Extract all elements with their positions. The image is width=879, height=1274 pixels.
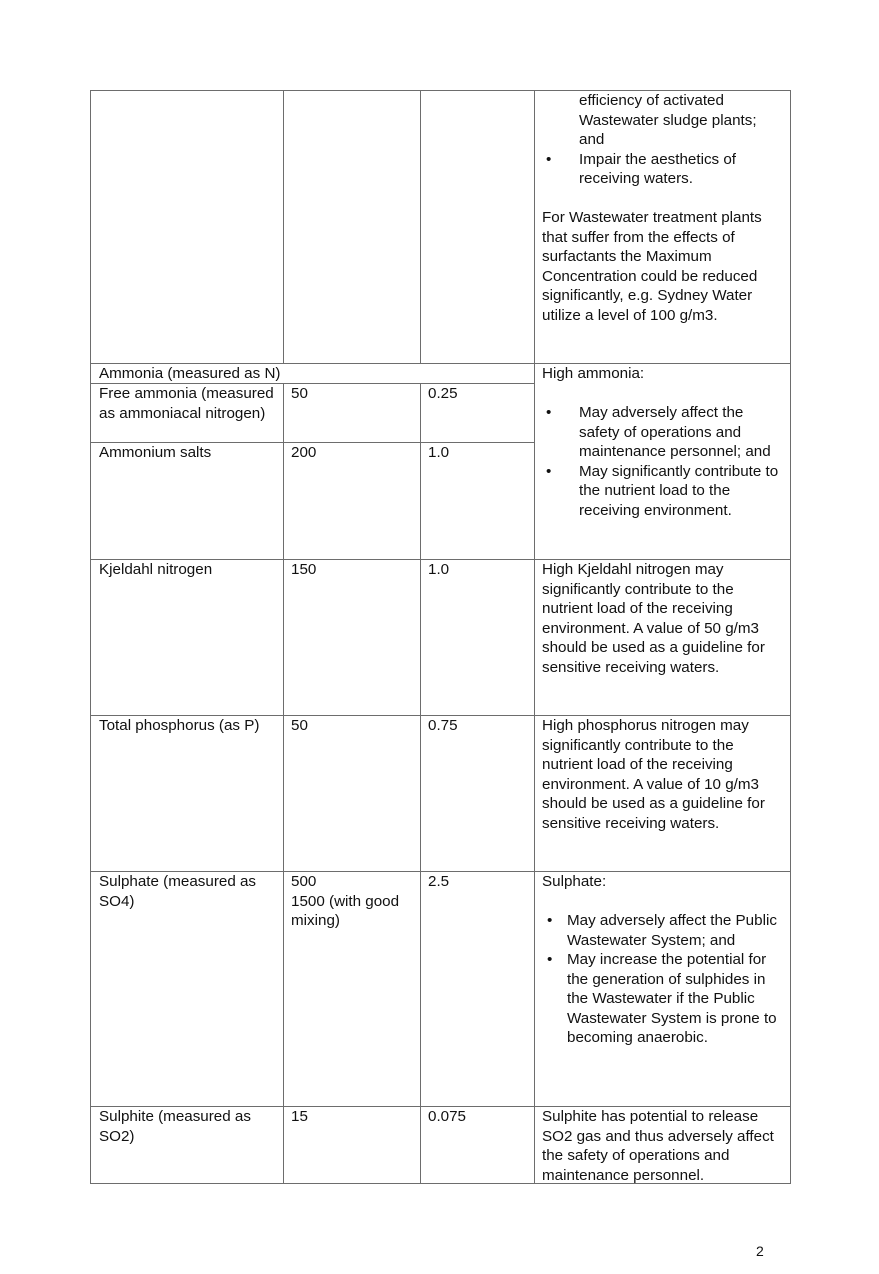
pollutant-limits-table <box>90 90 791 1184</box>
max-concentration: 50 <box>291 385 308 402</box>
page-number: 2 <box>756 1243 764 1259</box>
bullet-icon: • <box>546 150 552 168</box>
max-concentration <box>283 872 420 931</box>
table-row <box>91 364 790 559</box>
column-divider <box>420 872 421 1106</box>
parameter-name: Ammonium salts <box>99 444 212 461</box>
column-divider <box>420 560 421 715</box>
min-value: 0.75 <box>428 717 458 734</box>
column-divider <box>283 560 284 715</box>
bullet-icon: • <box>546 404 552 421</box>
notes-cell <box>534 872 790 1048</box>
parameter-name: Kjeldahl nitrogen <box>99 561 213 578</box>
parameter-name: Total phosphorus (as P) <box>99 717 260 734</box>
notes-title: High ammonia: <box>542 365 645 382</box>
list-item: • May increase the potential for the generation of sulphides in the Wastewater if the Public Wastewater System is prone to becoming anaerobic. <box>547 951 777 1046</box>
min-value: 1.0 <box>428 561 450 578</box>
notes-cell <box>534 364 790 520</box>
max-concentration: 50 <box>291 717 308 734</box>
bullet-icon: • <box>547 951 553 968</box>
notes-cell <box>534 91 790 325</box>
min-value: 2.5 <box>428 873 450 890</box>
column-divider <box>283 716 284 871</box>
min-value: 1.0 <box>428 444 450 461</box>
list-item: efficiency of activated Wastewater sludge plants; and <box>579 92 757 148</box>
notes-title: Sulphate: <box>542 873 607 890</box>
notes-cell: High Kjeldahl nitrogen may significantly contribute to the nutrient load of the receiving environment. A value of 50 g/m3 should be used as a guideline for sensitive receiving waters. <box>542 561 765 676</box>
max-concentration: 150 <box>291 561 317 578</box>
list-item: • May adversely affect the Public Wastewater System; and <box>547 912 777 949</box>
column-divider <box>420 91 421 363</box>
table-row <box>91 91 790 363</box>
table-row <box>91 1107 790 1183</box>
column-divider <box>420 384 421 559</box>
parameter-name: Free ammonia (measured as ammoniacal nitrogen) <box>99 385 274 422</box>
notes-cell: High phosphorus nitrogen may significantly contribute to the nutrient load of the receiving environment. A value of 10 g/m3 should be used as a guideline for sensitive receiving waters. <box>542 717 765 832</box>
column-divider <box>420 716 421 871</box>
bullet-icon: • <box>546 462 552 480</box>
notes-cell: Sulphite has potential to release SO2 gas and thus adversely affect the safety of operations and maintenance personnel. <box>542 1108 774 1184</box>
list-item: • Impair the aesthetics of receiving waters. <box>546 150 737 187</box>
parameter-name: Sulphate (measured as SO4) <box>99 873 257 910</box>
notes-paragraph: For Wastewater treatment plants that suffer from the effects of surfactants the Maximum Concentration could be reduced significantly, e.g. Sydney Water utilize a level of 100 g/m3. <box>542 209 762 324</box>
min-value: 0.075 <box>428 1108 467 1125</box>
section-header: Ammonia (measured as N) <box>99 365 281 382</box>
min-value: 0.25 <box>428 385 458 402</box>
max-value-primary: 500 <box>291 873 317 890</box>
list-item: • May adversely affect the safety of operations and maintenance personnel; and <box>546 404 771 460</box>
bullet-icon: • <box>547 912 553 929</box>
table-row <box>91 560 790 715</box>
max-concentration: 200 <box>291 444 317 461</box>
list-item: • May significantly contribute to the nutrient load to the receiving environment. <box>546 462 779 519</box>
table-row <box>91 872 790 1106</box>
parameter-name: Sulphite (measured as SO2) <box>99 1108 251 1145</box>
max-concentration: 15 <box>291 1108 308 1125</box>
column-divider <box>283 384 284 559</box>
max-value-alternate: 1500 (with good mixing) <box>291 892 400 929</box>
column-divider <box>283 91 284 363</box>
table-row <box>91 716 790 871</box>
